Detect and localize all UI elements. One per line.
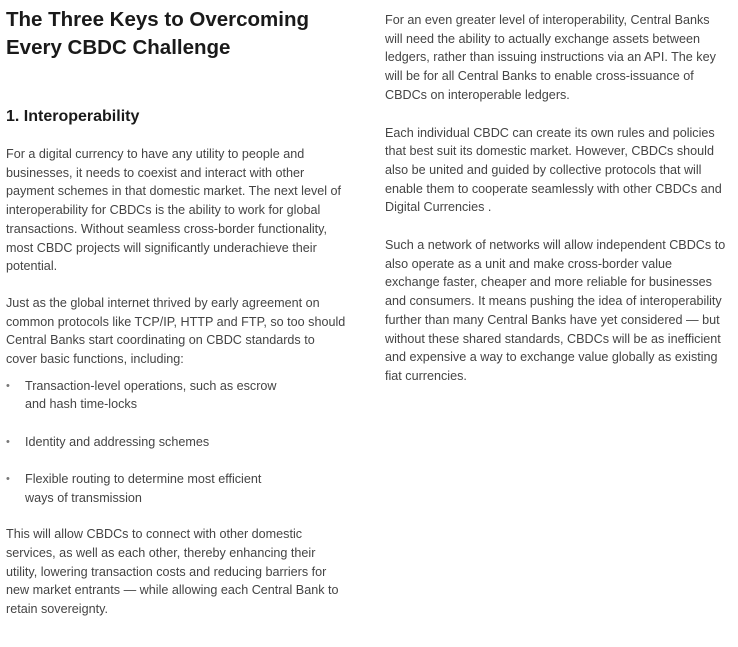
page-title	[6, 6, 348, 62]
bullet-icon: •	[6, 436, 10, 449]
network-of-networks-paragraph: Such a network of networks will allow independent CBDCs to also operate as a unit and make cross-border value exchange faster, cheaper and more reliable for businesses and consumers. It means pushing the idea of interoperability further than many Central Banks have yet considered — but without these shared standards, CBDCs will be as inefficient and expensive a way to exchange value globally as existing fiat currencies.	[385, 238, 726, 383]
intro-paragraph: For a digital currency to have any utility to people and businesses, it needs to coexist and interact with other payment schemes in that domestic market. The next level of interoperability for CBDCs is the ability to work for global transactions. Without seamless cross-border functionality, most CBDC projects will significantly underachieve their potential.	[6, 147, 342, 274]
page-title-line-1: The Three Keys to Overcoming	[6, 8, 310, 31]
list-item	[6, 433, 348, 452]
exchange-assets-paragraph: For an even greater level of interoperability, Central Banks will need the ability to actually exchange assets between ledgers, rather than issuing instructions via an API. The key will be for all Central Banks to enable cross-issuance of CBDCs on interoperable ledgers.	[385, 13, 716, 102]
list-item	[6, 470, 280, 507]
standards-bullet-list	[6, 377, 348, 508]
list-item	[6, 377, 280, 414]
section-heading-interoperability: 1. Interoperability	[6, 108, 140, 125]
collective-protocols-paragraph: Each individual CBDC can create its own rules and policies that best suit its domestic market. However, CBDCs should also be united and guided by collective protocols that will enable them to cooperate seamlessly with other CBDCs and Digital Currencies .	[385, 125, 722, 215]
page-title-line-2: Every CBDC Challenge	[6, 36, 231, 59]
protocols-paragraph: Just as the global internet thrived by early agreement on common protocols like TCP/IP, HTTP and FTP, so too should Central Banks start coordinating on CBDC standards to cover basic functions, including:	[6, 295, 346, 367]
right-column	[385, 0, 730, 386]
bullet-icon: •	[6, 472, 10, 485]
closing-paragraph: This will allow CBDCs to connect with other domestic services, as well as each other, thereby enhancing their utility, lowering transaction costs and reducing barriers for new market entrants — while allowing each Central Bank to retain sovereignty.	[6, 527, 339, 617]
list-item-text: Identity and addressing schemes	[25, 435, 210, 450]
list-item-text: Flexible routing to determine most efficient ways of transmission	[25, 471, 262, 505]
list-item-text: Transaction-level operations, such as escrow and hash time-locks	[25, 378, 277, 412]
bullet-icon: •	[6, 379, 10, 392]
left-column	[6, 0, 348, 619]
